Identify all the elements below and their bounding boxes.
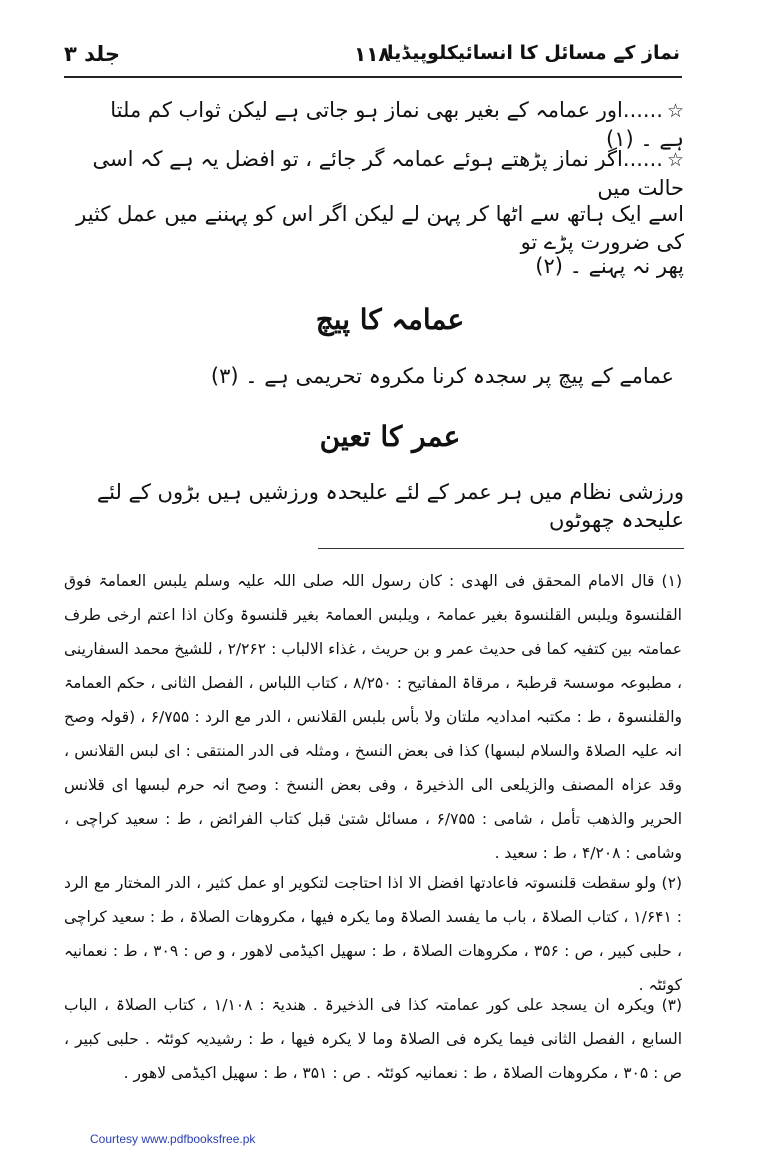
volume-label: جلد ۳ bbox=[64, 42, 120, 66]
courtesy-link[interactable]: Courtesy www.pdfbooksfree.pk bbox=[90, 1132, 256, 1146]
header-divider bbox=[64, 76, 682, 78]
paragraph-2-text-1: ......اگر نماز پڑھتے ہوئے عمامہ گر جائے ، تو افضل یہ ہے کہ اسی حالت میں bbox=[92, 147, 684, 200]
footnote-divider bbox=[318, 548, 684, 549]
star-outline-icon: ☆ bbox=[666, 149, 684, 171]
star-outline-icon: ☆ bbox=[666, 100, 684, 122]
footnote-3: (۳) ویکرہ ان یسجد علی کور عمامتہ کذا فی الذخیرۃ . ھندیۃ : ۱/۱۰۸ ، کتاب الصلاۃ ، الباب السابع ، الفصل الثانی فیما یکرہ فی الصلاۃ وما لا یکرہ فیھا ، ط : رشیدیہ کوئٹہ . حلبی کبیر ، ص : ۳۰۵ ، مکروھات الصلاۃ ، ط : نعمانیہ کوئٹہ . ص : ۳۵۱ ، ط : سھیل اکیڈمی لاھور . bbox=[64, 996, 683, 1082]
footnote-1: (۱) قال الامام المحقق فی الھدی : کان رسول اللہ صلی اللہ علیہ وسلم یلبس العمامۃ فوق القلنسوۃ ویلبس القلنسوۃ بغیر عمامۃ ، ویلبس العمامۃ بغیر قلنسوۃ وکان اذا اعتم ارخی طرف عمامتہ بین کتفیہ کما فی حدیث عمر و بن حریث ، غذاء الالباب : ۲/۲۶۲ ، للشیخ محمد السفارینی ، مطبوعہ موسسۃ قرطبۃ ، مرقاۃ المفاتیح : ۸/۲۵۰ ، کتاب اللباس ، الفصل الثانی ، حکم العمامۃ والقلنسوۃ ، ط : مکتبہ امدادیہ ملتان ولا بأس بلبس القلانس ، الدر مع الرد : ۶/۷۵۵ ، (قولہ وصح انہ علیہ الصلاۃ والسلام لبسھا) کذا فی بعض النسخ ، ومثلہ فی الدر المنتقی : ای لبس القلانس ، وقد عزاہ المصنف والزیلعی الی الذخیرۃ ، وفی بعض النسخ : وصح انہ حرم لبسھا ای قلانس الحریر والذھب تأمل ، شامی : ۶/۷۵۵ ، مسائل شتیٰ قبل کتاب الفرائض ، ط : سعید کراچی ، وشامی : ۴/۲۰۸ ، ط : سعید . bbox=[64, 572, 683, 862]
paragraph-4: ورزشی نظام میں ہر عمر کے لئے علیحدہ ورزشیں ہیں بڑوں کے لئے علیحدہ چھوٹوں bbox=[96, 480, 684, 532]
paragraph-2-line-2: اسے ایک ہاتھ سے اٹھا کر پہن لے لیکن اگر اس کو پہننے میں عمل کثیر کی ضرورت پڑے تو bbox=[76, 202, 684, 254]
running-header bbox=[64, 40, 680, 74]
paragraph-2-line-1 bbox=[68, 145, 684, 202]
footnote-2: (۲) ولو سقطت قلنسوتہ فاعادتھا افضل الا اذا احتاجت لتکویر او عمل کثیر ، الدر المختار مع الرد : ۱/۶۴۱ ، کتاب الصلاۃ ، باب ما یفسد الصلاۃ وما یکرہ فیھا ، مکروھات الصلاۃ ، ط : سعید کراچی ، حلبی کبیر ، ص : ۳۵۶ ، مکروھات الصلاۃ ، ط : سھیل اکیڈمی لاھور ، و ص : ۳۰۹ ، ط : نعمانیہ کوئٹہ . bbox=[64, 874, 682, 994]
section-heading-turban-fold: عمامہ کا پیچ bbox=[315, 303, 465, 336]
paragraph-3: عمامے کے پیچ پر سجدہ کرنا مکروہ تحریمی ہے ۔ (۳) bbox=[210, 364, 674, 388]
section-heading-age-determination: عمر کا تعین bbox=[319, 420, 461, 453]
paragraph-2-line-3: پھر نہ پہنے ۔ (۲) bbox=[535, 254, 684, 278]
page-number: ۱۱۸ bbox=[354, 42, 391, 66]
book-title: نماز کے مسائل کا انسائیکلوپیڈیا bbox=[387, 42, 680, 64]
paragraph-1-text: ......اور عمامہ کے بغیر بھی نماز ہو جاتی ہے لیکن ثواب کم ملتا ہے ۔ (۱) bbox=[110, 98, 684, 151]
